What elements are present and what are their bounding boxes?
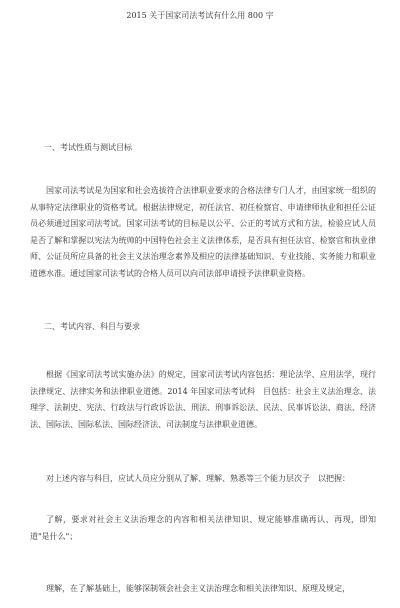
section-1-heading: 一、考试性质与测试目标 — [44, 143, 132, 152]
document-title: 2015 关于国家司法考试有什么用 800 字 — [126, 11, 274, 20]
section-1-paragraph: 国家司法考试是为国家和社会选拔符合法律职业要求的合格法律专门人才，由国家统一组织的从事特定法律职业的资格考试。根据法律规定，初任法官、初任检察官、申请律师执业和担任公证员必须通过国家司法考试。国家司法考试的目标是以公平、公正的考试方式和方法，检验应试人员是否了解和掌握以宪法为统帅的中国特色社会主义法律体系，是否具有担任法官、检察官和执业律师、公证员所应具备的社会主义法治理念素养及相应的法律基础知识、专业技能、实务能力和职业道德水准。通过国家司法考试的合格人员可以向司法部申请授予法律职业资格。 — [30, 186, 376, 278]
section-2-paragraph: 根据《国家司法考试实施办法》的规定，国家司法考试内容包括：理论法学、应用法学，现行法律规定、法律实务和法律职业道德。2014 年国家司法考试科 目包括：社会主义法治理念、法理学、法制史、宪法、行政法与行政诉讼法、刑法、刑事诉讼法、民法、民事诉讼法、商法、经济法、国际法、国际私法、国际经济法、司法制度与法律职业道德。 — [30, 370, 376, 429]
section-2-heading: 二、考试内容、科目与要求 — [44, 322, 140, 331]
understand-level-2: 理解，在了解基础上，能够深制领会社会主义法治理念和相关法律知识、原理及规定， — [46, 584, 350, 593]
understand-level-1: 了解，要求对社会主义法治理念的内容和相关法律知识、规定能够准确再认、再现，即知道"是什么"； — [30, 515, 376, 541]
levels-intro: 对上述内容与科目，应试人员应分别从了解、理解、熟悉等三个能力层次子 以把握： — [46, 474, 350, 483]
